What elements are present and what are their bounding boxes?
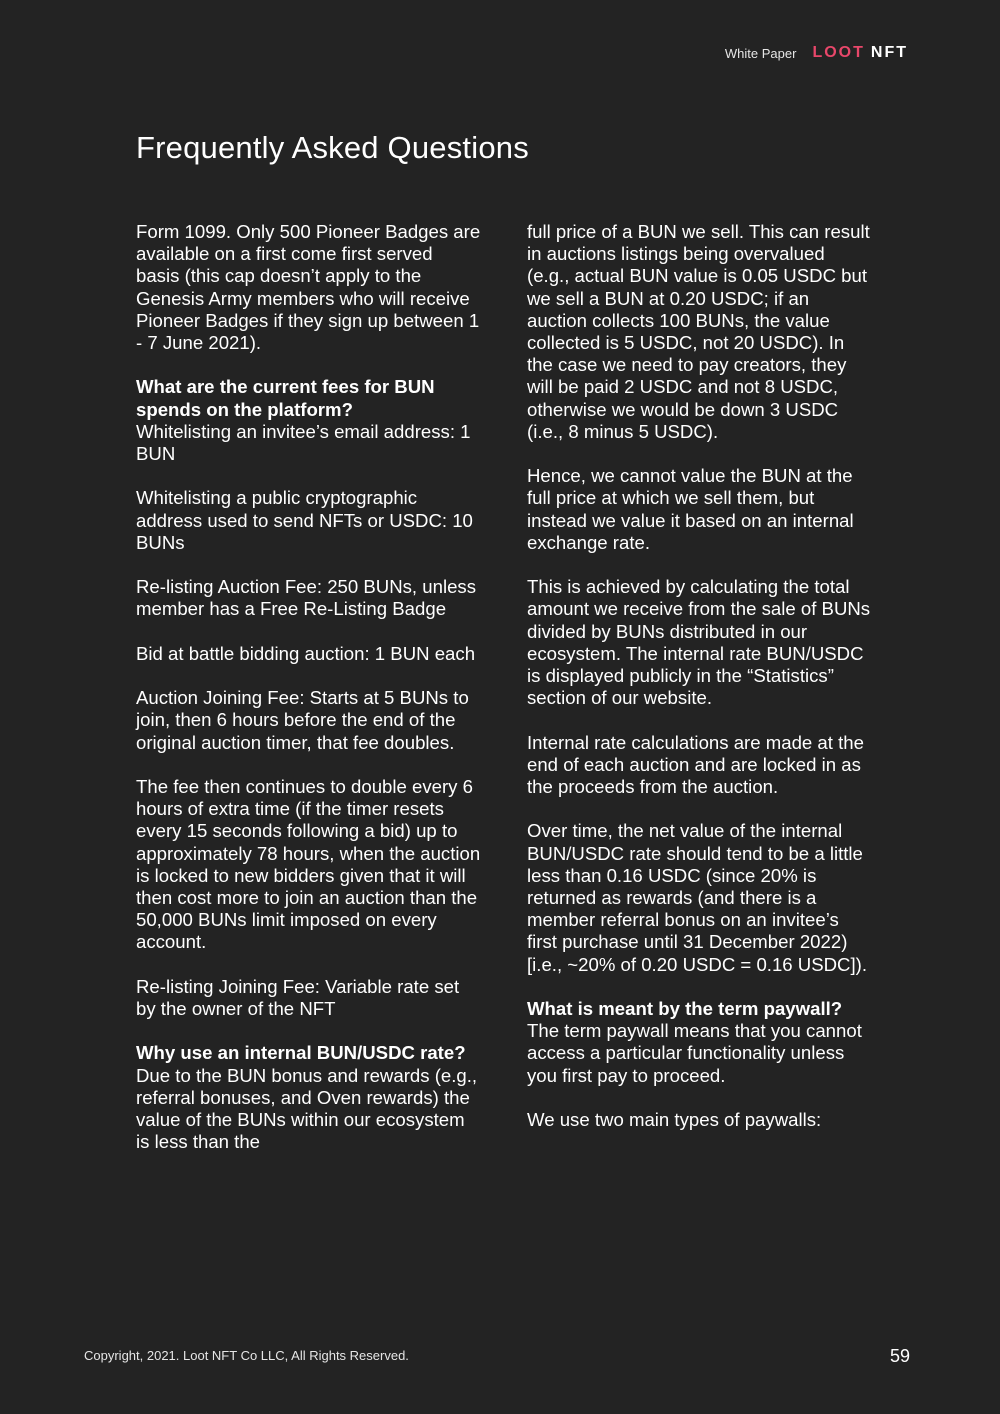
paragraph: This is achieved by calculating the total amount we receive from the sale of BUNs divided by BUNs distributed in our ecosystem. The internal rate BUN/USDC is displayed publicly in the “Statistics” section of our website.	[527, 576, 871, 709]
copyright-text: Copyright, 2021. Loot NFT Co LLC, All Rights Reserved.	[84, 1348, 409, 1363]
faq-question: Why use an internal BUN/USDC rate?	[136, 1042, 466, 1064]
page-number: 59	[889, 1346, 910, 1366]
paragraph: We use two main types of paywalls:	[527, 1109, 822, 1131]
paragraph: Re-listing Auction Fee: 250 BUNs, unless member has a Free Re-Listing Badge	[136, 576, 477, 620]
paragraph: Bid at battle bidding auction: 1 BUN each	[136, 642, 476, 664]
page-header	[725, 44, 908, 62]
logo-nft-text: NFT	[870, 44, 908, 61]
header-label: White Paper	[724, 45, 797, 61]
page-title: Frequently Asked Questions	[136, 130, 529, 165]
paragraph: full price of a BUN we sell. This can result in auctions listings being overvalued (e.g., actual BUN value is 0.05 USDC but we sell a BUN at 0.20 USDC; if an auction collects 100 BUNs, the value collected is 5 USDC, not 20 USDC). In the case we need to pay creators, they will be paid 2 USDC and not 8 USDC, otherwise we would be down 3 USDC (i.e., 8 minus 5 USDC).	[527, 221, 870, 442]
faq-answer: The term paywall means that you cannot access a particular functionality unless you first pay to proceed.	[527, 1020, 862, 1086]
loot-nft-logo	[812, 44, 908, 62]
faq-item	[136, 1042, 481, 1153]
logo-loot-text: LOOT	[812, 44, 865, 61]
paragraph: Hence, we cannot value the BUN at the full price at which we sell them, but instead we value it based on an internal exchange rate.	[527, 465, 854, 553]
left-column	[136, 221, 481, 1176]
paragraph: Re-listing Joining Fee: Variable rate set by the owner of the NFT	[136, 975, 460, 1019]
faq-item	[136, 376, 481, 465]
paragraph: The fee then continues to double every 6 hours of extra time (if the timer resets every 15 seconds following a bid) up to approximately 78 hours, when the auction is locked to new bidders given that it will then cost more to join an auction than the 50,000 BUNs limit imposed on every account.	[136, 775, 481, 953]
right-column	[527, 221, 872, 1153]
faq-answer: Whitelisting an invitee’s email address: 1 BUN	[136, 420, 471, 465]
faq-question: What are the current fees for BUN spends on the platform?	[136, 376, 435, 420]
paragraph: Whitelisting a public cryptographic address used to send NFTs or USDC: 10 BUNs	[136, 487, 473, 553]
paragraph: Over time, the net value of the internal BUN/USDC rate should tend to be a little less than 0.16 USDC (since 20% is returned as rewards (and there is a member referral bonus on an invitee’s first purchase until 31 December 2022) [i.e., ~20% of 0.20 USDC = 0.16 USDC]).	[527, 820, 868, 975]
faq-item	[527, 998, 872, 1087]
paragraph: Auction Joining Fee: Starts at 5 BUNs to join, then 6 hours before the end of the original auction timer, that fee doubles.	[136, 687, 469, 753]
paragraph: Form 1099. Only 500 Pioneer Badges are available on a first come first served basis (this cap doesn’t apply to the Genesis Army members who will receive Pioneer Badges if they sign up between 1 - 7 June 2021).	[136, 221, 481, 354]
faq-question: What is meant by the term paywall?	[527, 998, 843, 1020]
faq-answer: Due to the BUN bonus and rewards (e.g., referral bonuses, and Oven rewards) the value of the BUNs within our ecosystem is less than the	[136, 1064, 478, 1153]
paragraph: Internal rate calculations are made at the end of each auction and are locked in as the proceeds from the auction.	[527, 731, 864, 798]
